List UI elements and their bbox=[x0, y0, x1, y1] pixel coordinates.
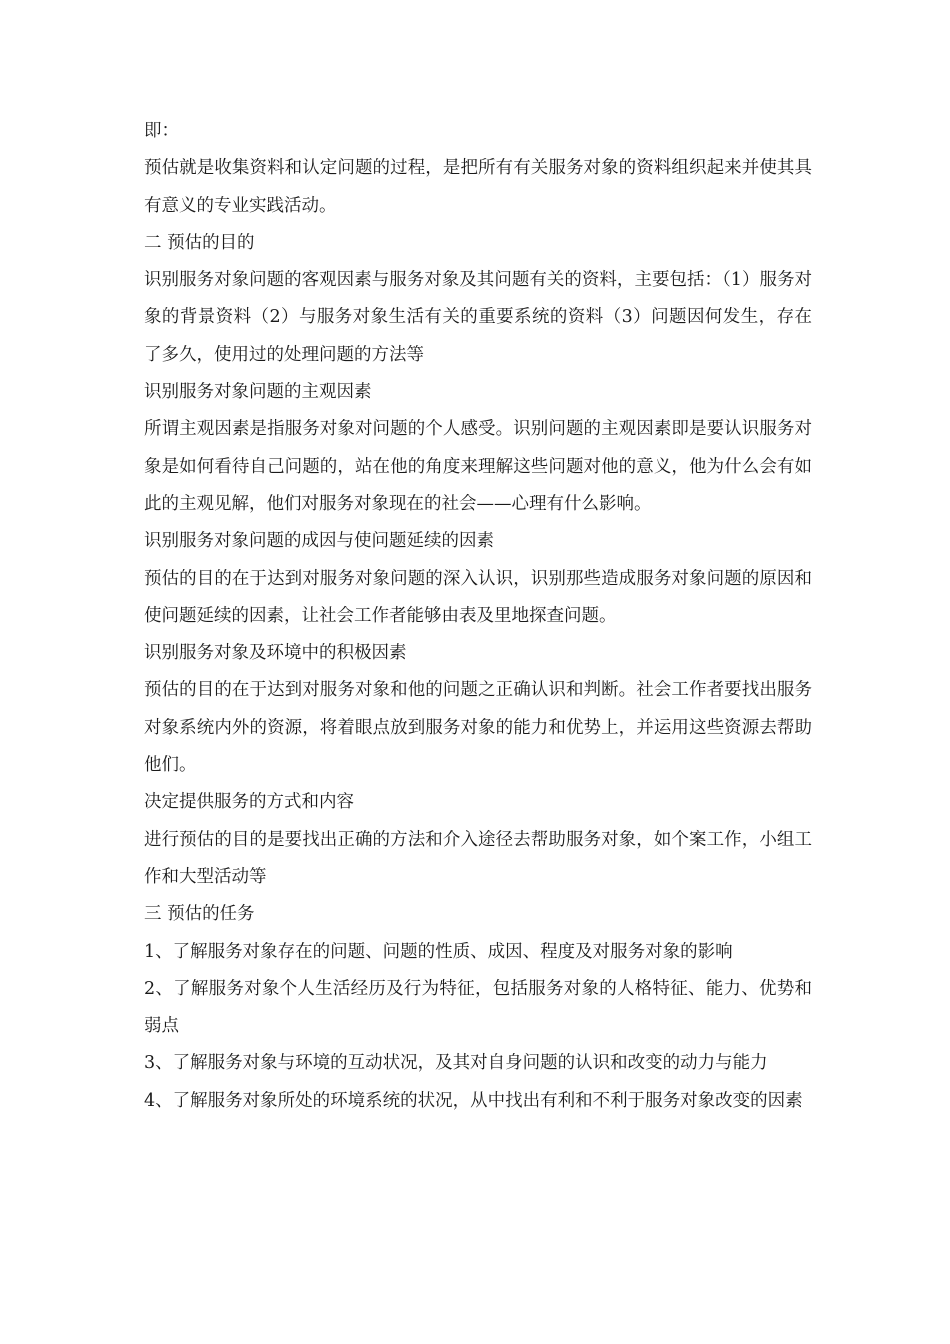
task-item-4: 4、了解服务对象所处的环境系统的状况，从中找出有利和不利于服务对象改变的因素 bbox=[144, 1090, 803, 1111]
subheading-causes: 识别服务对象问题的成因与使问题延续的因素 bbox=[144, 531, 494, 552]
paragraph-subjective-factors: 所谓主观因素是指服务对象对问题的个人感受。识别问题的主观因素即是要认识服务对象是如何看待自己问题的，站在他的角度来理解这些问题对他的意义，他为什么会有如此的主观见解，他们对服务对象现在的社会——心理有什么影响。 bbox=[144, 419, 812, 514]
paragraph-causes: 预估的目的在于达到对服务对象问题的深入认识，识别那些造成服务对象问题的原因和使问题延续的因素，让社会工作者能够由表及里地探查问题。 bbox=[144, 568, 812, 626]
section-heading-tasks: 三 预估的任务 bbox=[144, 904, 255, 925]
paragraph-positive-factors: 预估的目的在于达到对服务对象和他的问题之正确认识和判断。社会工作者要找出服务对象系统内外的资源，将着眼点放到服务对象的能力和优势上，并运用这些资源去帮助他们。 bbox=[144, 680, 812, 776]
task-item-3: 3、了解服务对象与环境的互动状况，及其对自身问题的认识和改变的动力与能力 bbox=[144, 1053, 768, 1074]
paragraph-objective-factors: 识别服务对象问题的客观因素与服务对象及其问题有关的资料，主要包括：（1）服务对象的背景资料（2）与服务对象生活有关的重要系统的资料（3）问题因何发生，存在了多久，使用过的处理问题的方法等 bbox=[144, 270, 812, 365]
subheading-subjective-factors: 识别服务对象问题的主观因素 bbox=[144, 382, 372, 403]
subheading-service-method: 决定提供服务的方式和内容 bbox=[144, 792, 354, 813]
document-page bbox=[144, 113, 812, 1120]
task-item-2: 2、了解服务对象个人生活经历及行为特征，包括服务对象的人格特征、能力、优势和弱点 bbox=[144, 978, 812, 1037]
paragraph-service-method: 进行预估的目的是要找出正确的方法和介入途径去帮助服务对象，如个案工作，小组工作和大型活动等 bbox=[144, 829, 812, 887]
subheading-positive-factors: 识别服务对象及环境中的积极因素 bbox=[144, 643, 407, 664]
paragraph-definition: 预估就是收集资料和认定问题的过程，是把所有有关服务对象的资料组织起来并使其具有意义的专业实践活动。 bbox=[144, 158, 812, 216]
paragraph-intro-label: 即： bbox=[144, 121, 179, 141]
section-heading-purpose: 二 预估的目的 bbox=[144, 232, 255, 253]
task-item-1: 1、了解服务对象存在的问题、问题的性质、成因、程度及对服务对象的影响 bbox=[144, 941, 733, 962]
